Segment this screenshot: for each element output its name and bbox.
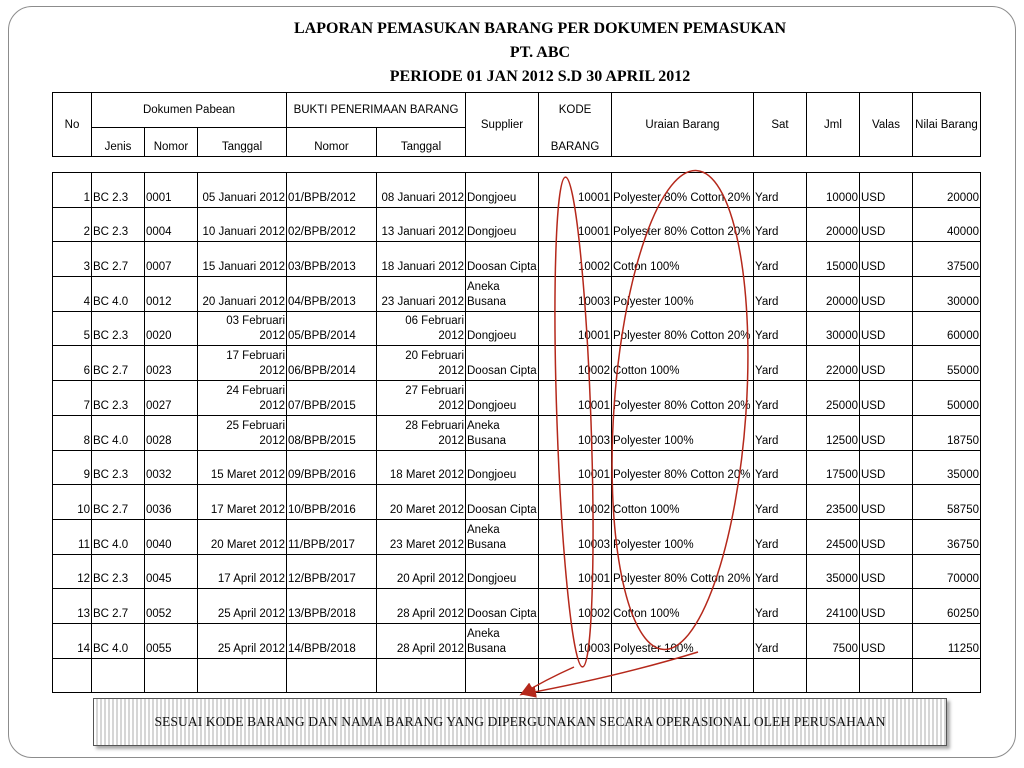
col-header-uraian-barang: Uraian Barang — [612, 93, 754, 157]
cell-nomor: 0007 — [145, 242, 198, 277]
cell-tanggal: 10 Januari 2012 — [198, 207, 287, 242]
report-period: PERIODE 01 JAN 2012 S.D 30 APRIL 2012 — [389, 68, 691, 85]
cell-nomor: 0045 — [145, 554, 198, 589]
cell-bpb-tanggal: 28 April 2012 — [377, 589, 466, 624]
cell-jenis: BC 4.0 — [92, 277, 145, 312]
cell-nilai-barang: 30000 — [913, 277, 981, 312]
cell-sat: Yard — [754, 277, 807, 312]
cell-row-no: 1 — [53, 173, 92, 208]
table-row — [53, 346, 981, 381]
cell-jml: 12500 — [807, 415, 860, 450]
cell-sat: Yard — [754, 554, 807, 589]
table-row — [53, 277, 981, 312]
cell-nomor: 0004 — [145, 207, 198, 242]
cell-jml: 23500 — [807, 485, 860, 520]
cell-sat: Yard — [754, 415, 807, 450]
table-row — [53, 450, 981, 485]
cell-uraian-barang: Cotton 100% — [612, 242, 754, 277]
cell-tanggal: 05 Januari 2012 — [198, 173, 287, 208]
cell-row-no: 13 — [53, 589, 92, 624]
col-header-barang: BARANG — [539, 128, 612, 157]
cell-supplier: Dongjoeu — [466, 173, 539, 208]
cell-kode-barang: 10003 — [539, 415, 612, 450]
cell-jml: 7500 — [807, 623, 860, 658]
cell-kode-barang: 10001 — [539, 450, 612, 485]
cell-bpb-nomor: 03/BPB/2013 — [287, 242, 377, 277]
cell-bpb-tanggal: 23 Januari 2012 — [377, 277, 466, 312]
table-row — [53, 589, 981, 624]
cell-jml: 24500 — [807, 519, 860, 554]
cell-sat: Yard — [754, 589, 807, 624]
cell-row-no: 14 — [53, 623, 92, 658]
cell-supplier: Doosan Cipta — [466, 242, 539, 277]
cell-supplier: Dongjoeu — [466, 311, 539, 346]
cell-bpb-tanggal: 23 Maret 2012 — [377, 519, 466, 554]
cell-tanggal: 20 Maret 2012 — [198, 519, 287, 554]
cell-nomor: 0036 — [145, 485, 198, 520]
table-row — [53, 519, 981, 554]
cell-nomor: 0020 — [145, 311, 198, 346]
cell-supplier: Dongjoeu — [466, 554, 539, 589]
cell-row-no: 3 — [53, 242, 92, 277]
cell-tanggal: 25 April 2012 — [198, 623, 287, 658]
col-header-nomor-bukti: Nomor — [287, 128, 377, 157]
cell-uraian-barang: Polyester 80% Cotton 20% — [612, 207, 754, 242]
cell-jenis: BC 4.0 — [92, 415, 145, 450]
cell-kode-barang: 10003 — [539, 623, 612, 658]
cell-bpb-nomor: 07/BPB/2015 — [287, 381, 377, 416]
cell-bpb-nomor: 04/BPB/2013 — [287, 277, 377, 312]
col-header-tanggal-dokumen: Tanggal — [198, 128, 287, 157]
cell-bpb-nomor: 14/BPB/2018 — [287, 623, 377, 658]
table-row — [53, 207, 981, 242]
cell-row-no: 4 — [53, 277, 92, 312]
cell-jenis: BC 2.3 — [92, 173, 145, 208]
cell-valas: USD — [860, 381, 913, 416]
cell-uraian-barang: Polyester 100% — [612, 519, 754, 554]
cell-uraian-barang: Cotton 100% — [612, 346, 754, 381]
cell-sat: Yard — [754, 485, 807, 520]
cell-jml: 24100 — [807, 589, 860, 624]
cell-supplier: Doosan Cipta — [466, 589, 539, 624]
cell-nilai-barang: 60250 — [913, 589, 981, 624]
caption-text: SESUAI KODE BARANG DAN NAMA BARANG YANG DIPERGUNAKAN SECARA OPERASIONAL OLEH PERUSAHAAN — [154, 714, 886, 729]
cell-sat: Yard — [754, 519, 807, 554]
cell-nilai-barang: 60000 — [913, 311, 981, 346]
cell-tanggal: 17 Februari 2012 — [198, 346, 287, 381]
table-row — [53, 173, 981, 208]
cell-bpb-nomor: 01/BPB/2012 — [287, 173, 377, 208]
cell-bpb-nomor: 05/BPB/2014 — [287, 311, 377, 346]
cell-nomor: 0032 — [145, 450, 198, 485]
cell-supplier: Doosan Cipta — [466, 346, 539, 381]
cell-row-no: 9 — [53, 450, 92, 485]
cell-row-no: 5 — [53, 311, 92, 346]
table-row — [53, 381, 981, 416]
cell-sat: Yard — [754, 623, 807, 658]
cell-bpb-tanggal: 06 Februari 2012 — [377, 311, 466, 346]
cell-bpb-nomor: 10/BPB/2016 — [287, 485, 377, 520]
cell-row-no: 6 — [53, 346, 92, 381]
col-header-tanggal-bukti: Tanggal — [377, 128, 466, 157]
cell-row-no: 2 — [53, 207, 92, 242]
cell-nilai-barang: 11250 — [913, 623, 981, 658]
cell-tanggal: 17 Maret 2012 — [198, 485, 287, 520]
cell-tanggal: 15 Januari 2012 — [198, 242, 287, 277]
cell-sat: Yard — [754, 311, 807, 346]
cell-jml: 22000 — [807, 346, 860, 381]
cell-kode-barang: 10002 — [539, 485, 612, 520]
cell-nilai-barang: 36750 — [913, 519, 981, 554]
cell-valas: USD — [860, 485, 913, 520]
cell-bpb-tanggal: 18 Maret 2012 — [377, 450, 466, 485]
cell-nomor: 0012 — [145, 277, 198, 312]
cell-sat: Yard — [754, 207, 807, 242]
col-header-no: No — [53, 93, 92, 157]
cell-nilai-barang: 58750 — [913, 485, 981, 520]
cell-supplier: Dongjoeu — [466, 207, 539, 242]
report-header-table — [52, 92, 981, 157]
cell-valas: USD — [860, 242, 913, 277]
cell-jml: 30000 — [807, 311, 860, 346]
table-row — [53, 485, 981, 520]
cell-row-no: 7 — [53, 381, 92, 416]
cell-row-no: 12 — [53, 554, 92, 589]
cell-uraian-barang: Cotton 100% — [612, 485, 754, 520]
cell-jenis: BC 4.0 — [92, 623, 145, 658]
cell-nomor: 0001 — [145, 173, 198, 208]
cell-nomor: 0055 — [145, 623, 198, 658]
cell-jml: 25000 — [807, 381, 860, 416]
cell-jml: 10000 — [807, 173, 860, 208]
cell-bpb-nomor: 08/BPB/2015 — [287, 415, 377, 450]
col-header-nomor-dokumen: Nomor — [145, 128, 198, 157]
cell-bpb-nomor: 02/BPB/2012 — [287, 207, 377, 242]
cell-jenis: BC 2.7 — [92, 242, 145, 277]
cell-uraian-barang: Polyester 80% Cotton 20% — [612, 450, 754, 485]
cell-bpb-nomor: 09/BPB/2016 — [287, 450, 377, 485]
cell-nilai-barang: 37500 — [913, 242, 981, 277]
cell-nomor: 0040 — [145, 519, 198, 554]
cell-tanggal: 15 Maret 2012 — [198, 450, 287, 485]
col-header-supplier: Supplier — [466, 93, 539, 157]
cell-kode-barang: 10002 — [539, 242, 612, 277]
cell-bpb-nomor: 06/BPB/2014 — [287, 346, 377, 381]
cell-nomor: 0027 — [145, 381, 198, 416]
cell-nilai-barang: 18750 — [913, 415, 981, 450]
cell-jenis: BC 2.3 — [92, 381, 145, 416]
col-header-valas: Valas — [860, 93, 913, 157]
cell-tanggal: 17 April 2012 — [198, 554, 287, 589]
cell-uraian-barang: Polyester 80% Cotton 20% — [612, 311, 754, 346]
cell-valas: USD — [860, 207, 913, 242]
cell-nilai-barang: 35000 — [913, 450, 981, 485]
col-header-jenis: Jenis — [92, 128, 145, 157]
cell-bpb-tanggal: 20 Maret 2012 — [377, 485, 466, 520]
cell-uraian-barang: Polyester 80% Cotton 20% — [612, 554, 754, 589]
cell-tanggal: 25 April 2012 — [198, 589, 287, 624]
cell-bpb-tanggal: 13 Januari 2012 — [377, 207, 466, 242]
company-name: PT. ABC — [509, 44, 571, 61]
cell-bpb-nomor: 12/BPB/2017 — [287, 554, 377, 589]
cell-nilai-barang: 40000 — [913, 207, 981, 242]
report-data-table — [52, 172, 981, 693]
caption-box — [93, 698, 947, 746]
cell-sat: Yard — [754, 450, 807, 485]
cell-uraian-barang: Polyester 80% Cotton 20% — [612, 381, 754, 416]
cell-kode-barang: 10001 — [539, 207, 612, 242]
cell-bpb-tanggal: 08 Januari 2012 — [377, 173, 466, 208]
cell-jenis: BC 4.0 — [92, 519, 145, 554]
cell-valas: USD — [860, 277, 913, 312]
cell-supplier: Aneka Busana — [466, 277, 539, 312]
cell-valas: USD — [860, 623, 913, 658]
cell-jml: 20000 — [807, 277, 860, 312]
cell-bpb-tanggal: 20 Februari 2012 — [377, 346, 466, 381]
cell-supplier: Dongjoeu — [466, 450, 539, 485]
cell-nilai-barang: 55000 — [913, 346, 981, 381]
report-title: LAPORAN PEMASUKAN BARANG PER DOKUMEN PEMASUKAN — [294, 20, 786, 37]
cell-nomor: 0052 — [145, 589, 198, 624]
cell-nomor: 0023 — [145, 346, 198, 381]
cell-tanggal: 20 Januari 2012 — [198, 277, 287, 312]
col-header-kode: KODE — [539, 93, 612, 128]
cell-row-no: 8 — [53, 415, 92, 450]
table-row — [53, 415, 981, 450]
cell-bpb-tanggal: 28 Februari 2012 — [377, 415, 466, 450]
cell-nilai-barang: 70000 — [913, 554, 981, 589]
cell-jml: 17500 — [807, 450, 860, 485]
cell-tanggal: 24 Februari 2012 — [198, 381, 287, 416]
cell-jenis: BC 2.3 — [92, 554, 145, 589]
cell-valas: USD — [860, 589, 913, 624]
cell-kode-barang: 10002 — [539, 589, 612, 624]
cell-valas: USD — [860, 519, 913, 554]
cell-jenis: BC 2.7 — [92, 346, 145, 381]
col-header-bukti-penerimaan: BUKTI PENERIMAAN BARANG — [287, 93, 466, 128]
cell-kode-barang: 10003 — [539, 277, 612, 312]
cell-kode-barang: 10001 — [539, 173, 612, 208]
col-header-sat: Sat — [754, 93, 807, 157]
cell-supplier: Doosan Cipta — [466, 485, 539, 520]
cell-valas: USD — [860, 415, 913, 450]
cell-sat: Yard — [754, 173, 807, 208]
cell-bpb-tanggal: 27 Februari 2012 — [377, 381, 466, 416]
cell-kode-barang: 10003 — [539, 519, 612, 554]
cell-valas: USD — [860, 173, 913, 208]
cell-jenis: BC 2.3 — [92, 207, 145, 242]
cell-jenis: BC 2.3 — [92, 311, 145, 346]
cell-tanggal: 03 Februari 2012 — [198, 311, 287, 346]
cell-kode-barang: 10002 — [539, 346, 612, 381]
cell-jml: 20000 — [807, 207, 860, 242]
cell-uraian-barang: Cotton 100% — [612, 589, 754, 624]
cell-kode-barang: 10001 — [539, 554, 612, 589]
cell-nomor: 0028 — [145, 415, 198, 450]
cell-valas: USD — [860, 450, 913, 485]
cell-uraian-barang: Polyester 100% — [612, 623, 754, 658]
cell-row-no: 10 — [53, 485, 92, 520]
cell-supplier: Dongjoeu — [466, 381, 539, 416]
cell-valas: USD — [860, 311, 913, 346]
cell-row-no: 11 — [53, 519, 92, 554]
cell-sat: Yard — [754, 381, 807, 416]
cell-valas: USD — [860, 554, 913, 589]
cell-bpb-tanggal: 20 April 2012 — [377, 554, 466, 589]
table-row — [53, 242, 981, 277]
cell-uraian-barang: Polyester 80% Cotton 20% — [612, 173, 754, 208]
cell-uraian-barang: Polyester 100% — [612, 277, 754, 312]
table-row — [53, 311, 981, 346]
cell-sat: Yard — [754, 242, 807, 277]
cell-uraian-barang: Polyester 100% — [612, 415, 754, 450]
col-header-nilai-barang: Nilai Barang — [913, 93, 981, 157]
cell-bpb-tanggal: 28 April 2012 — [377, 623, 466, 658]
cell-sat: Yard — [754, 346, 807, 381]
cell-supplier: Aneka Busana — [466, 623, 539, 658]
cell-kode-barang: 10001 — [539, 311, 612, 346]
cell-kode-barang: 10001 — [539, 381, 612, 416]
cell-nilai-barang: 50000 — [913, 381, 981, 416]
cell-jml: 15000 — [807, 242, 860, 277]
table-row-empty — [53, 658, 981, 693]
cell-nilai-barang: 20000 — [913, 173, 981, 208]
cell-jml: 35000 — [807, 554, 860, 589]
cell-supplier: Aneka Busana — [466, 519, 539, 554]
cell-jenis: BC 2.3 — [92, 450, 145, 485]
col-header-jml: Jml — [807, 93, 860, 157]
cell-bpb-nomor: 13/BPB/2018 — [287, 589, 377, 624]
cell-bpb-tanggal: 18 Januari 2012 — [377, 242, 466, 277]
table-row — [53, 554, 981, 589]
cell-valas: USD — [860, 346, 913, 381]
cell-jenis: BC 2.7 — [92, 589, 145, 624]
cell-jenis: BC 2.7 — [92, 485, 145, 520]
cell-supplier: Aneka Busana — [466, 415, 539, 450]
cell-bpb-nomor: 11/BPB/2017 — [287, 519, 377, 554]
table-row — [53, 623, 981, 658]
col-header-dokumen-pabean: Dokumen Pabean — [92, 93, 287, 128]
cell-tanggal: 25 Februari 2012 — [198, 415, 287, 450]
